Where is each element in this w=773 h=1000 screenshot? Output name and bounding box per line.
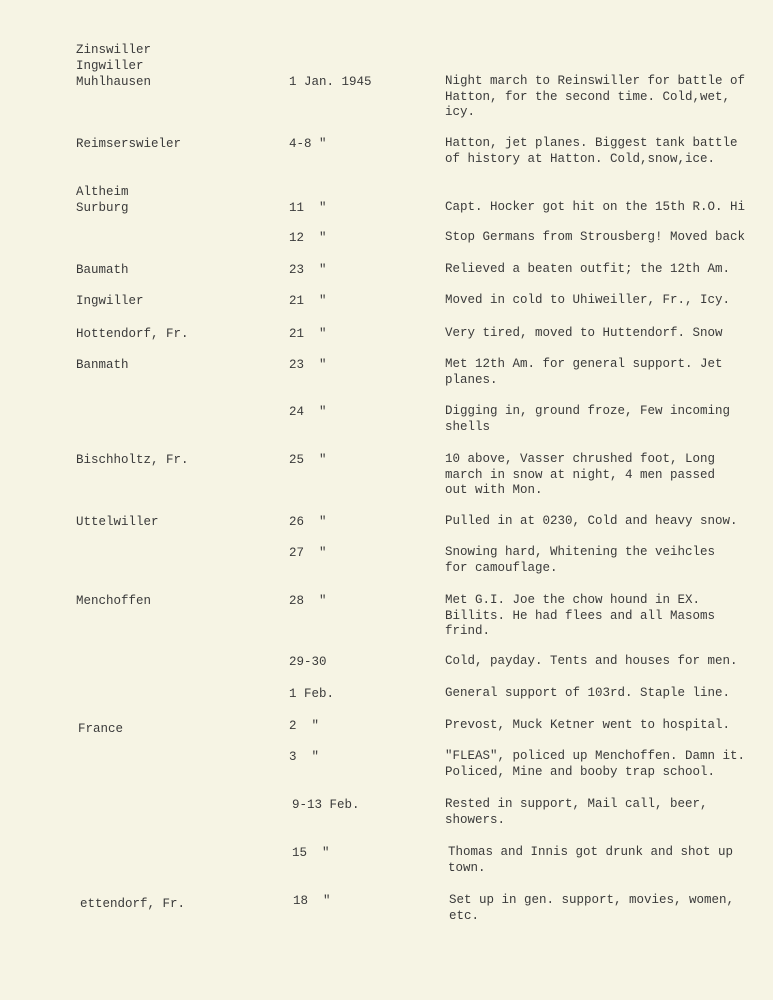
entry-note: Hatton, jet planes. Biggest tank battle of history at Hatton. Cold,snow,ice. bbox=[445, 136, 738, 166]
entry-note: Set up in gen. support, movies, women, etc. bbox=[449, 893, 735, 923]
entry-date: 3 " bbox=[289, 750, 320, 764]
entry-place: Ingwiller bbox=[76, 294, 144, 308]
entry-note: Cold, payday. Tents and houses for men. bbox=[445, 654, 738, 668]
entry-date: 9-13 Feb. bbox=[292, 798, 360, 812]
entry-note: Relieved a beaten outfit; the 12th Am. bbox=[445, 262, 731, 276]
entry-place: Altheim Surburg bbox=[76, 185, 129, 215]
entry-date: 29-30 bbox=[289, 655, 327, 669]
entry-place: Baumath bbox=[76, 263, 129, 277]
entry-place: Bischholtz, Fr. bbox=[76, 453, 189, 467]
entry-date: 23 " bbox=[289, 358, 327, 372]
entry-date: 21 " bbox=[289, 327, 327, 341]
entry-note: Met G.I. Joe the chow hound in EX. Billits. He had flees and all Masoms frind. bbox=[445, 593, 716, 638]
entry-note: Very tired, moved to Huttendorf. Snow bbox=[445, 326, 723, 340]
entry-date: 21 " bbox=[289, 294, 327, 308]
entry-note: "FLEAS", policed up Menchoffen. Damn it. Policed, Mine and booby trap school. bbox=[445, 749, 746, 779]
entry-date: 4-8 " bbox=[289, 137, 327, 151]
entry-date: 2 " bbox=[289, 719, 320, 733]
entry-date: 1 Jan. 1945 bbox=[289, 75, 372, 89]
entry-date: 26 " bbox=[289, 515, 327, 529]
entry-place: Uttelwiller bbox=[76, 515, 159, 529]
entry-note: General support of 103rd. Staple line. bbox=[445, 686, 731, 700]
entry-date: 27 " bbox=[289, 546, 327, 560]
entry-note: Moved in cold to Uhiweiller, Fr., Icy. bbox=[445, 293, 731, 307]
entry-place: Hottendorf, Fr. bbox=[76, 327, 189, 341]
entry-note: Thomas and Innis got drunk and shot up town. bbox=[448, 845, 734, 875]
entry-note: Met 12th Am. for general support. Jet planes. bbox=[445, 357, 723, 387]
entry-note: 10 above, Vasser chrushed foot, Long march in snow at night, 4 men passed out with Mon. bbox=[445, 452, 716, 497]
entry-note: Prevost, Muck Ketner went to hospital. bbox=[445, 718, 731, 732]
entry-note: Stop Germans from Strousberg! Moved back bbox=[445, 230, 746, 244]
entry-place: Reimserswieler bbox=[76, 137, 182, 151]
entry-place: France bbox=[78, 722, 124, 736]
entry-note: Digging in, ground froze, Few incoming shells bbox=[445, 404, 731, 434]
entry-place: Zinswiller Ingwiller Muhlhausen bbox=[76, 43, 152, 89]
entry-note: Capt. Hocker got hit on the 15th R.O. Hi bbox=[445, 200, 746, 214]
entry-place: ettendorf, Fr. bbox=[80, 897, 186, 911]
entry-place: Banmath bbox=[76, 358, 129, 372]
entry-note: Pulled in at 0230, Cold and heavy snow. bbox=[445, 514, 738, 528]
entry-date: 11 " bbox=[289, 201, 327, 215]
entry-date: 25 " bbox=[289, 453, 327, 467]
entry-date: 28 " bbox=[289, 594, 327, 608]
entry-place: Menchoffen bbox=[76, 594, 152, 608]
entry-date: 1 Feb. bbox=[289, 687, 335, 701]
entry-note: Snowing hard, Whitening the veihcles for camouflage. bbox=[445, 545, 716, 575]
entry-date: 18 " bbox=[293, 894, 331, 908]
entry-date: 12 " bbox=[289, 231, 327, 245]
entry-date: 15 " bbox=[292, 846, 330, 860]
entry-note: Rested in support, Mail call, beer, showers. bbox=[445, 797, 708, 827]
entry-note: Night march to Reinswiller for battle of Hatton, for the second time. Cold,wet, icy. bbox=[445, 74, 746, 119]
entry-date: 23 " bbox=[289, 263, 327, 277]
entry-date: 24 " bbox=[289, 405, 327, 419]
